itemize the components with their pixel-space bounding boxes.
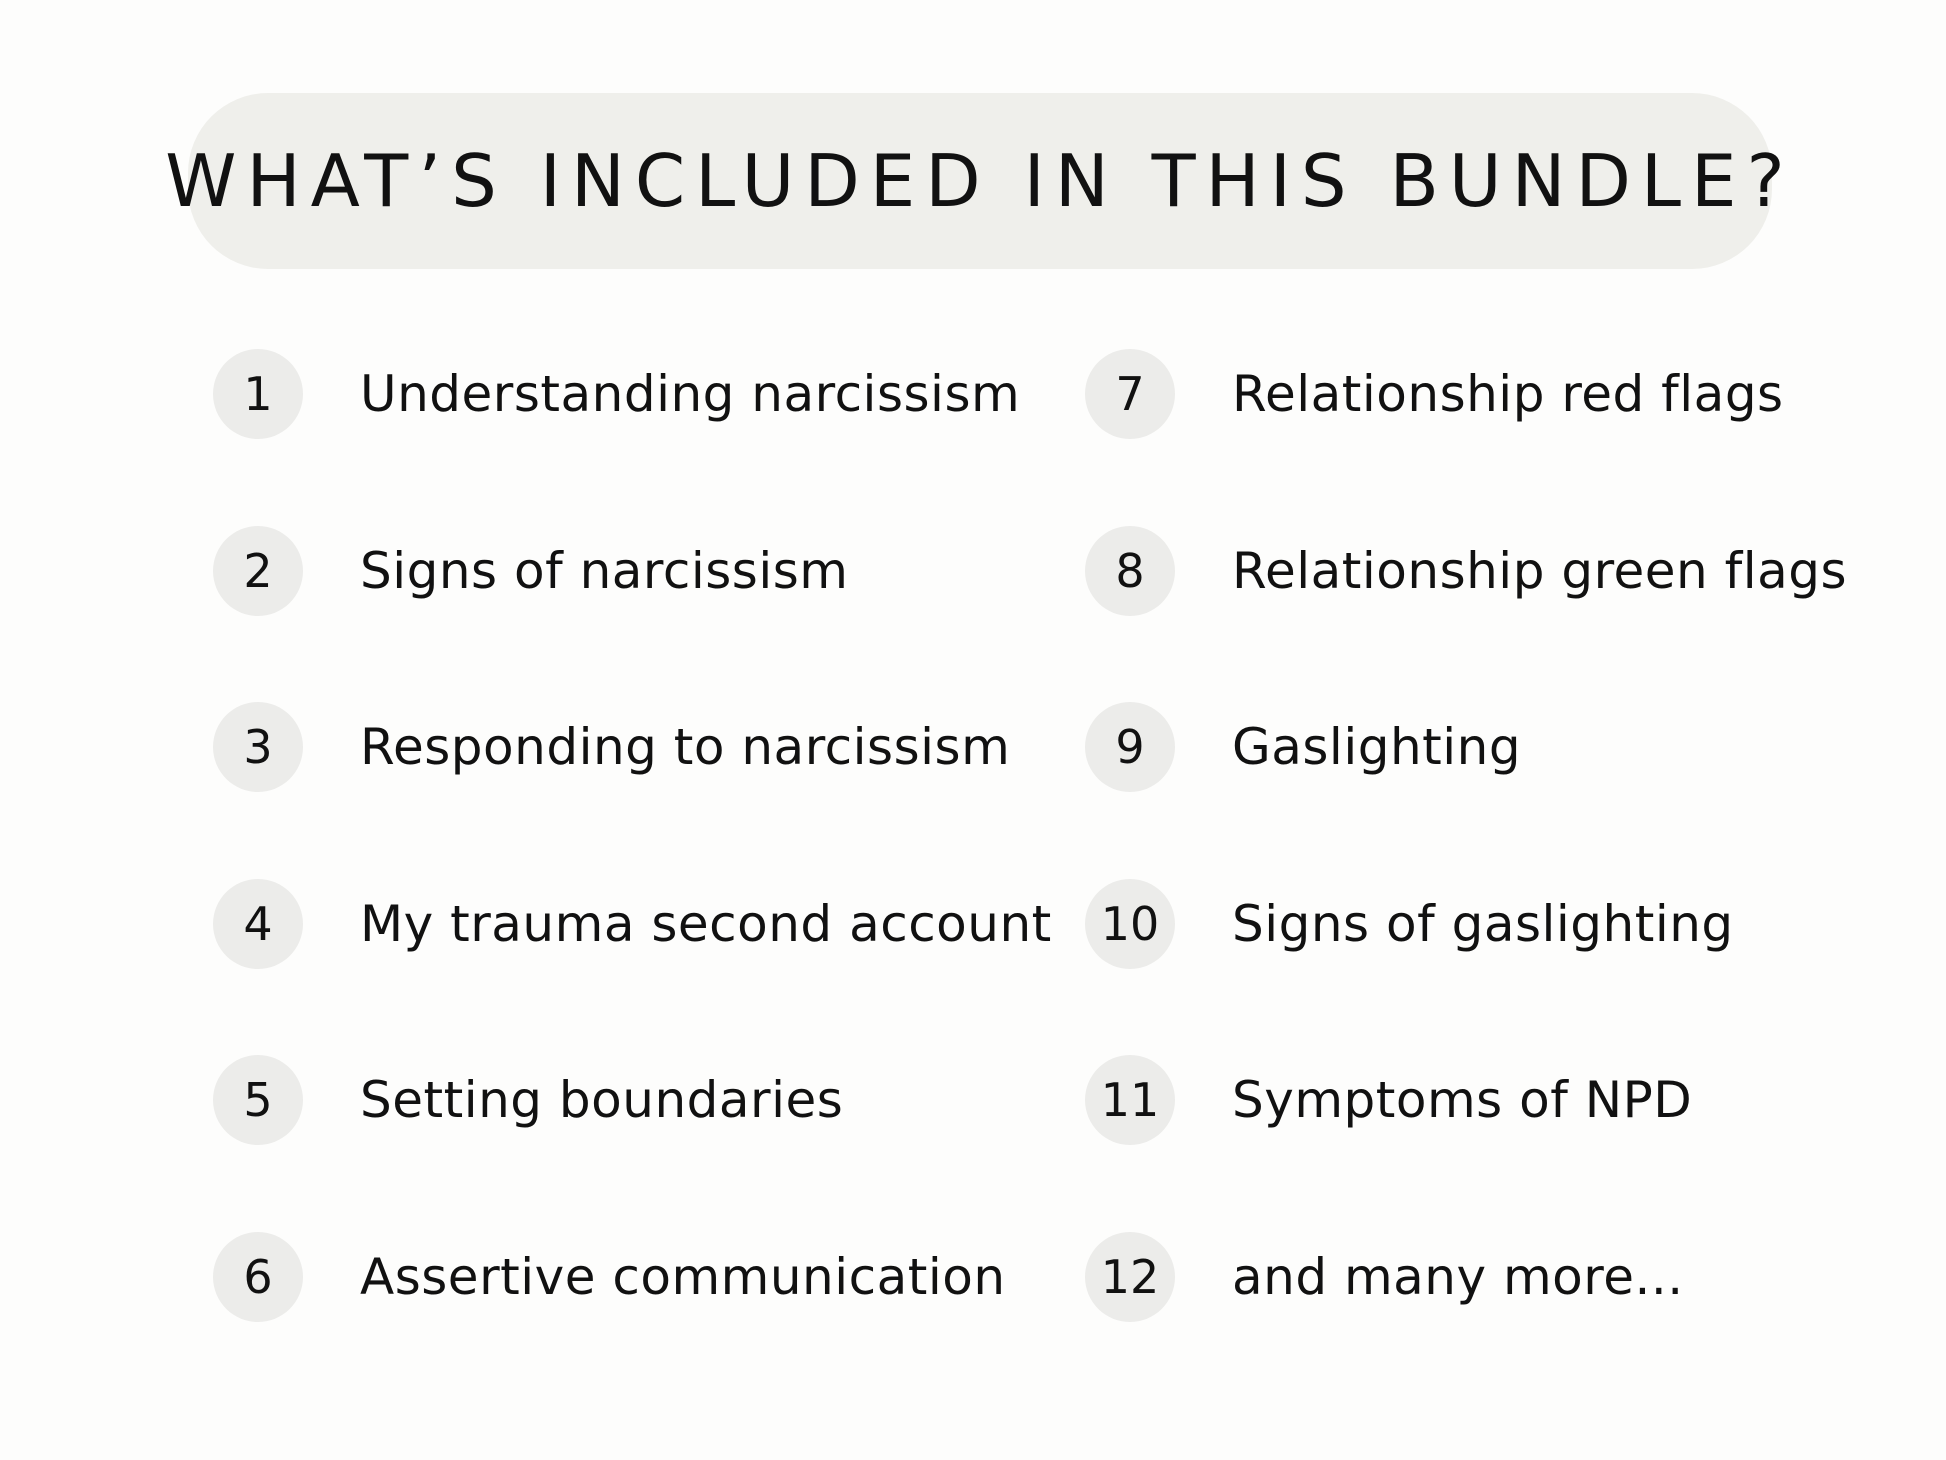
- item-label: Understanding narcissism: [360, 365, 1021, 423]
- item-label: Responding to narcissism: [360, 718, 1011, 776]
- item-label: Setting boundaries: [360, 1071, 844, 1129]
- list-item: [1085, 526, 1847, 616]
- list-item: [213, 1055, 843, 1145]
- list-item: [213, 879, 1052, 969]
- list-item: [1085, 879, 1734, 969]
- item-label: Relationship green flags: [1232, 542, 1848, 600]
- item-label: Signs of gaslighting: [1232, 895, 1734, 953]
- item-number-badge: 12: [1085, 1232, 1175, 1322]
- item-number-badge: 2: [213, 526, 303, 616]
- item-label: and many more...: [1232, 1248, 1684, 1306]
- item-number-badge: 5: [213, 1055, 303, 1145]
- item-number-badge: 11: [1085, 1055, 1175, 1145]
- item-number-badge: 8: [1085, 526, 1175, 616]
- item-number-badge: 3: [213, 702, 303, 792]
- item-label: My trauma second account: [360, 895, 1052, 953]
- item-number-badge: 9: [1085, 702, 1175, 792]
- page-title: WHAT’S INCLUDED IN THIS BUNDLE?: [165, 139, 1795, 223]
- item-label: Gaslighting: [1232, 718, 1522, 776]
- list-item: [213, 1232, 1006, 1322]
- list-item: [1085, 1232, 1684, 1322]
- list-item: [1085, 349, 1784, 439]
- item-label: Assertive communication: [360, 1248, 1006, 1306]
- title-banner: [165, 93, 1795, 269]
- item-number-badge: 6: [213, 1232, 303, 1322]
- list-item: [213, 349, 1020, 439]
- item-number-badge: 7: [1085, 349, 1175, 439]
- item-label: Relationship red flags: [1232, 365, 1784, 423]
- item-label: Signs of narcissism: [360, 542, 849, 600]
- list-item: [1085, 702, 1521, 792]
- item-number-badge: 4: [213, 879, 303, 969]
- list-item: [1085, 1055, 1692, 1145]
- list-item: [213, 702, 1010, 792]
- list-item: [213, 526, 849, 616]
- item-number-badge: 1: [213, 349, 303, 439]
- item-number-badge: 10: [1085, 879, 1175, 969]
- item-label: Symptoms of NPD: [1232, 1071, 1693, 1129]
